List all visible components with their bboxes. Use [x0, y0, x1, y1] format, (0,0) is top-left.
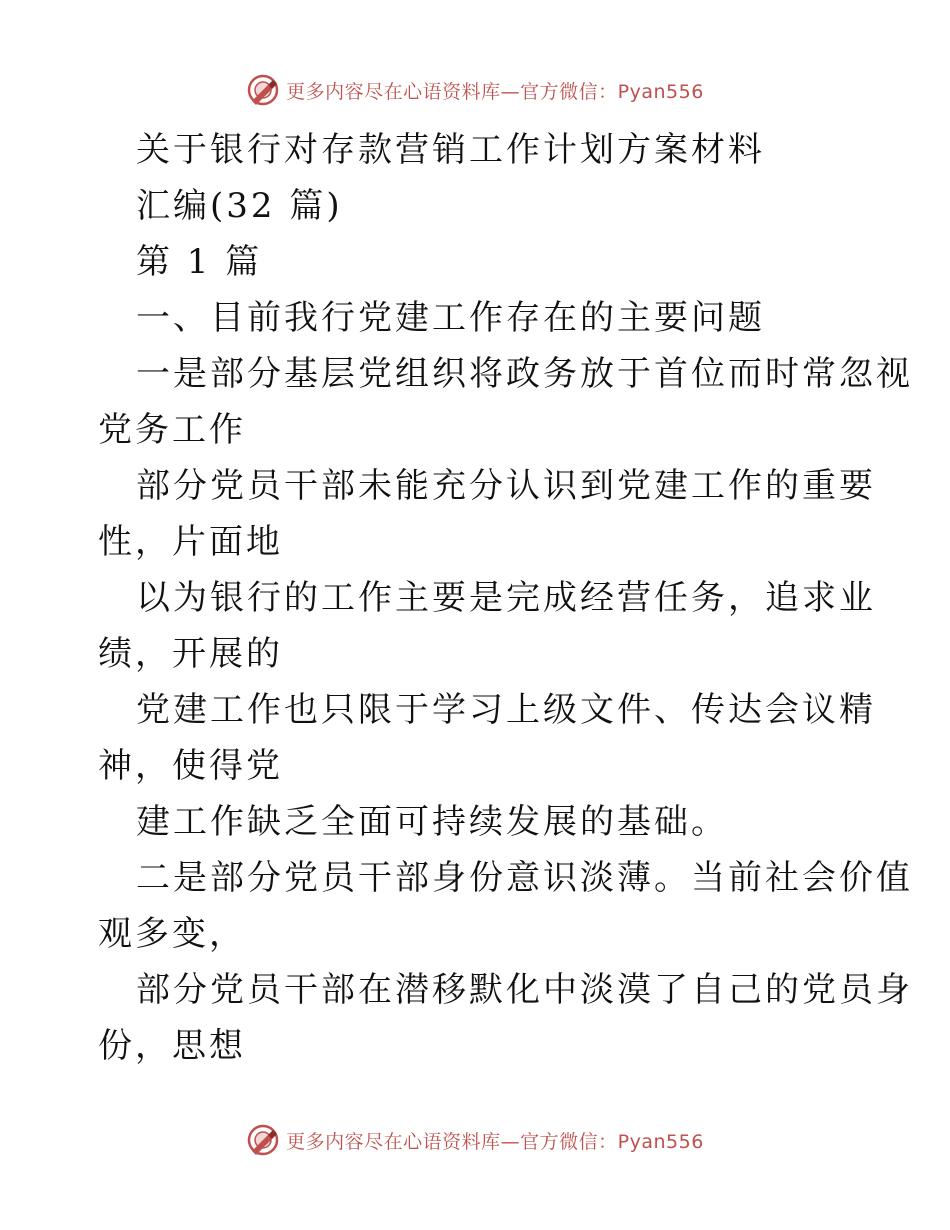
footer-watermark	[0, 1120, 950, 1160]
section-heading: 第 1 篇	[136, 242, 263, 282]
paragraph-line: 神，使得党	[98, 746, 283, 786]
paragraph-line: 党建工作也只限于学习上级文件、传达会议精	[136, 690, 876, 730]
header-watermark	[0, 70, 950, 110]
paragraph-line: 绩，开展的	[98, 634, 283, 674]
document-body	[98, 122, 913, 1074]
paragraph-line: 建工作缺乏全面可持续发展的基础。	[136, 802, 728, 842]
paragraph-line: 二是部分党员干部身份意识淡薄。当前社会价值	[136, 858, 913, 898]
pen-logo-icon	[246, 73, 280, 107]
paragraph-line: 以为银行的工作主要是完成经营任务，追求业	[136, 578, 876, 618]
watermark-text: 更多内容尽在心语资料库—官方微信：Pyan556	[286, 80, 704, 103]
paragraph-line: 部分党员干部未能充分认识到党建工作的重要	[136, 466, 876, 506]
paragraph-line: 部分党员干部在潜移默化中淡漠了自己的党员身	[136, 970, 913, 1010]
doc-title-line-1: 关于银行对存款营销工作计划方案材料	[136, 130, 765, 170]
watermark-text: 更多内容尽在心语资料库—官方微信：Pyan556	[286, 1130, 704, 1153]
paragraph-line: 份，思想	[98, 1026, 246, 1066]
paragraph-line: 观多变，	[98, 914, 246, 954]
paragraph-line: 性，片面地	[98, 522, 283, 562]
pen-logo-icon	[246, 1123, 280, 1157]
paragraph-line: 党务工作	[98, 410, 246, 450]
doc-title-line-2: 汇编(32 篇)	[136, 186, 343, 226]
paragraph-line: 一是部分基层党组织将政务放于首位而时常忽视	[136, 354, 913, 394]
subheading: 一、目前我行党建工作存在的主要问题	[136, 298, 765, 338]
